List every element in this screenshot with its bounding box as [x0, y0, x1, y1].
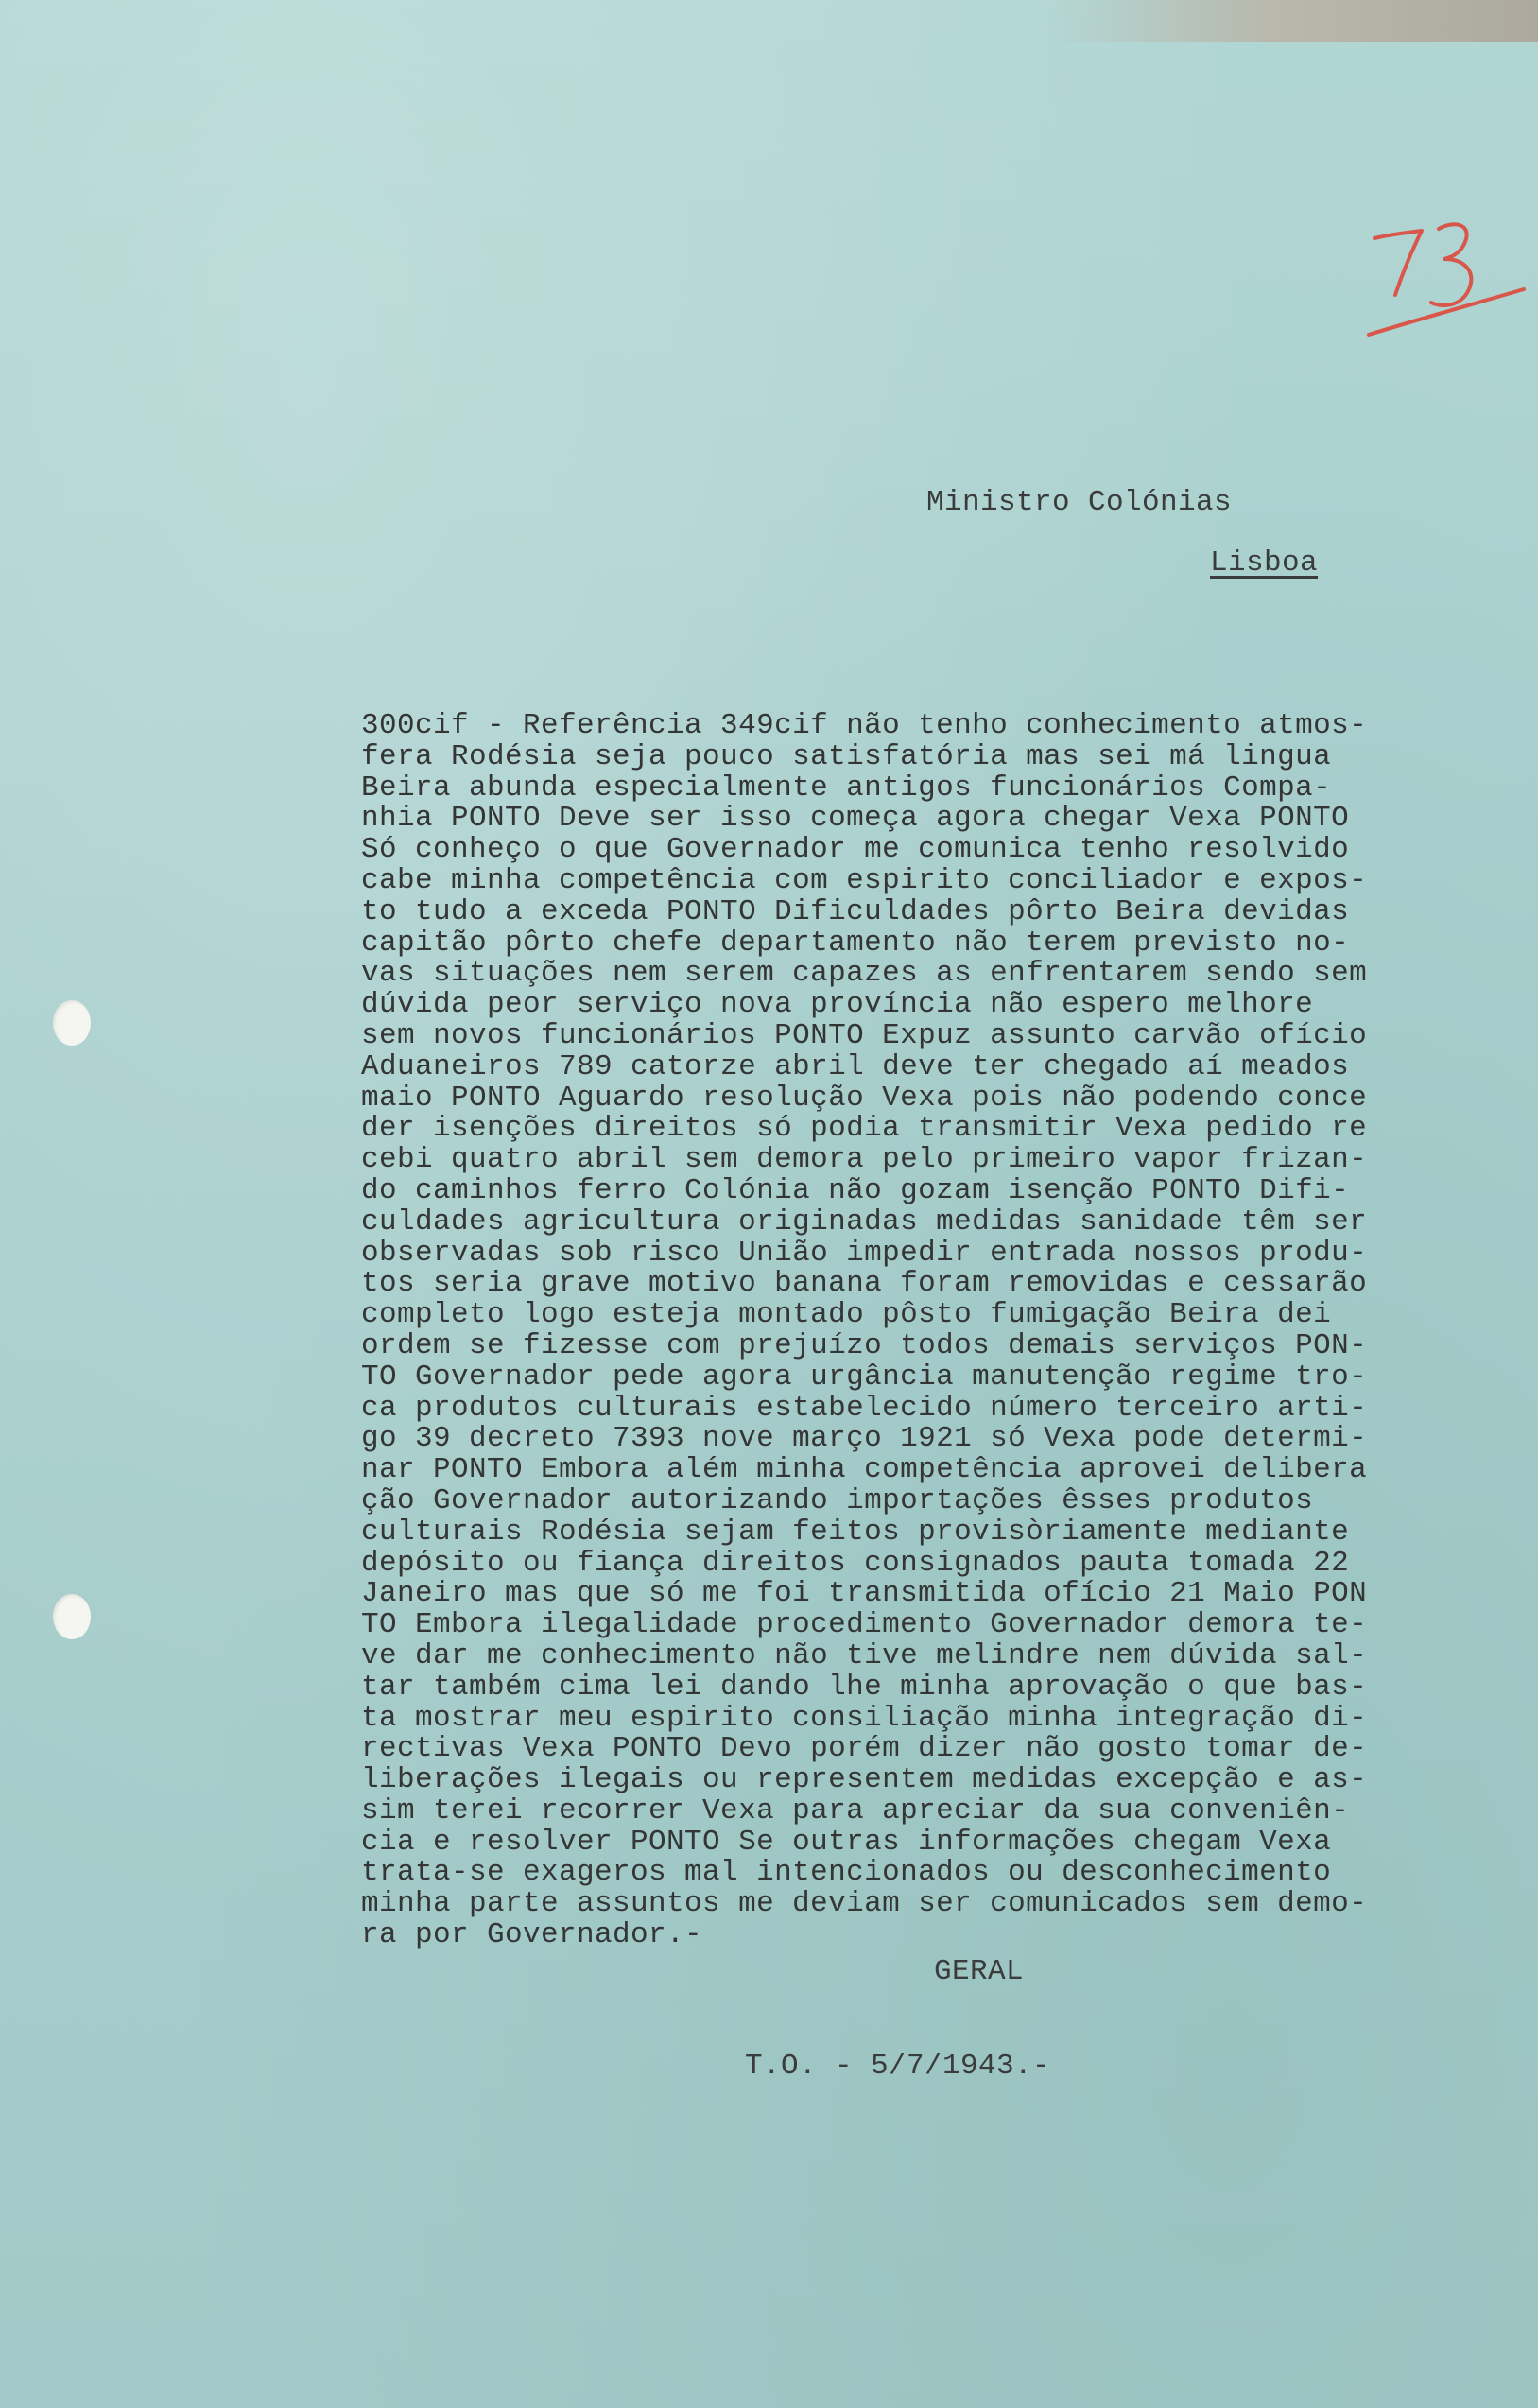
body-line: ca produtos culturais estabelecido número terceiro arti- — [361, 1391, 1368, 1425]
body-line: do caminhos ferro Colónia não gozam isenção PONTO Difi- — [361, 1173, 1350, 1207]
body-line: cabe minha competência com espirito conciliador e expos- — [361, 863, 1368, 897]
body-line: fera Rodésia seja pouco satisfatória mas sei má lingua — [361, 739, 1332, 773]
body-line: ta mostrar meu espirito consiliação minha integração di- — [361, 1701, 1368, 1735]
body-line: TO Embora ilegalidade procedimento Governador demora te- — [361, 1608, 1368, 1642]
punch-hole-top — [53, 1000, 91, 1046]
body-line: observadas sob risco União impedir entrada nossos produ- — [361, 1236, 1368, 1270]
body-line: Beira abunda especialmente antigos funcionários Compa- — [361, 771, 1332, 805]
punch-hole-bottom — [53, 1594, 91, 1639]
edge-stain — [1046, 0, 1538, 42]
body-line: minha parte assuntos me deviam ser comunicados sem demo- — [361, 1887, 1368, 1921]
body-line: completo logo esteja montado pôsto fumigação Beira dei — [361, 1298, 1332, 1332]
body-line: nar PONTO Embora além minha competência aprovei delibera — [361, 1453, 1368, 1487]
body-line: vas situações nem serem capazes as enfrentarem sendo sem — [361, 957, 1368, 991]
body-line: Janeiro mas que só me foi transmitida ofício 21 Maio PON — [361, 1577, 1368, 1611]
body-line: ve dar me conhecimento não tive melindre nem dúvida sal- — [361, 1638, 1368, 1672]
body-line: dúvida peor serviço nova província não espero melhore — [361, 988, 1314, 1022]
body-line: cebi quatro abril sem demora pelo primeiro vapor frizan- — [361, 1143, 1368, 1177]
signature: GERAL — [934, 1955, 1025, 1988]
telegram-body — [361, 711, 1429, 1951]
body-line: der isenções direitos só podia transmitir Vexa pedido re — [361, 1112, 1368, 1146]
body-line: culdades agricultura originadas medidas sanidade têm ser — [361, 1204, 1368, 1239]
body-line: Só conheço o que Governador me comunica tenho resolvido — [361, 833, 1350, 867]
body-line: trata-se exageros mal intencionados ou desconhecimento — [361, 1856, 1332, 1890]
body-line: to tudo a exceda PONTO Dificuldades pôrto Beira devidas — [361, 894, 1350, 928]
body-line: tar também cima lei dando lhe minha aprovação o que bas- — [361, 1670, 1368, 1704]
body-line: capitão pôrto chefe departamento não terem previsto no- — [361, 926, 1350, 960]
footer-reference: T.O. - 5/7/1943.- — [745, 2050, 1051, 2083]
body-line: liberações ilegais ou representem medidas excepção e as- — [361, 1763, 1368, 1797]
body-line: tos seria grave motivo banana foram removidas e cessarão — [361, 1267, 1368, 1301]
recipient: Ministro Colónias — [926, 486, 1233, 519]
body-line: ção Governador autorizando importações êsses produtos — [361, 1483, 1314, 1517]
body-line: TO Governador pede agora urgância manutenção regime tro- — [361, 1360, 1368, 1394]
folio-number-handwriting — [1352, 217, 1531, 359]
body-line: depósito ou fiança direitos consignados pauta tomada 22 — [361, 1546, 1350, 1580]
body-line: go 39 decreto 7393 nove março 1921 só Vexa pode determi- — [361, 1422, 1368, 1456]
city: Lisboa — [1210, 546, 1319, 580]
body-line: sem novos funcionários PONTO Expuz assunto carvão ofício — [361, 1018, 1368, 1052]
body-line: 300cif - Referência 349cif não tenho conhecimento atmos- — [361, 709, 1368, 742]
body-line: maio PONTO Aguardo resolução Vexa pois não podendo conce — [361, 1081, 1368, 1115]
body-line: sim terei recorrer Vexa para apreciar da sua conveniên- — [361, 1793, 1350, 1828]
body-line: Aduaneiros 789 catorze abril deve ter chegado aí meados — [361, 1049, 1350, 1083]
body-line: ra por Governador.- — [361, 1918, 703, 1952]
body-line: rectivas Vexa PONTO Devo porém dizer não gosto tomar de- — [361, 1732, 1368, 1766]
body-line: ordem se fizesse com prejuízo todos demais serviços PON- — [361, 1328, 1368, 1362]
body-line: culturais Rodésia sejam feitos provisòriamente mediante — [361, 1515, 1350, 1549]
folio-number — [1352, 217, 1531, 359]
body-line: cia e resolver PONTO Se outras informações chegam Vexa — [361, 1825, 1332, 1859]
body-line: nhia PONTO Deve ser isso começa agora chegar Vexa PONTO — [361, 802, 1350, 836]
